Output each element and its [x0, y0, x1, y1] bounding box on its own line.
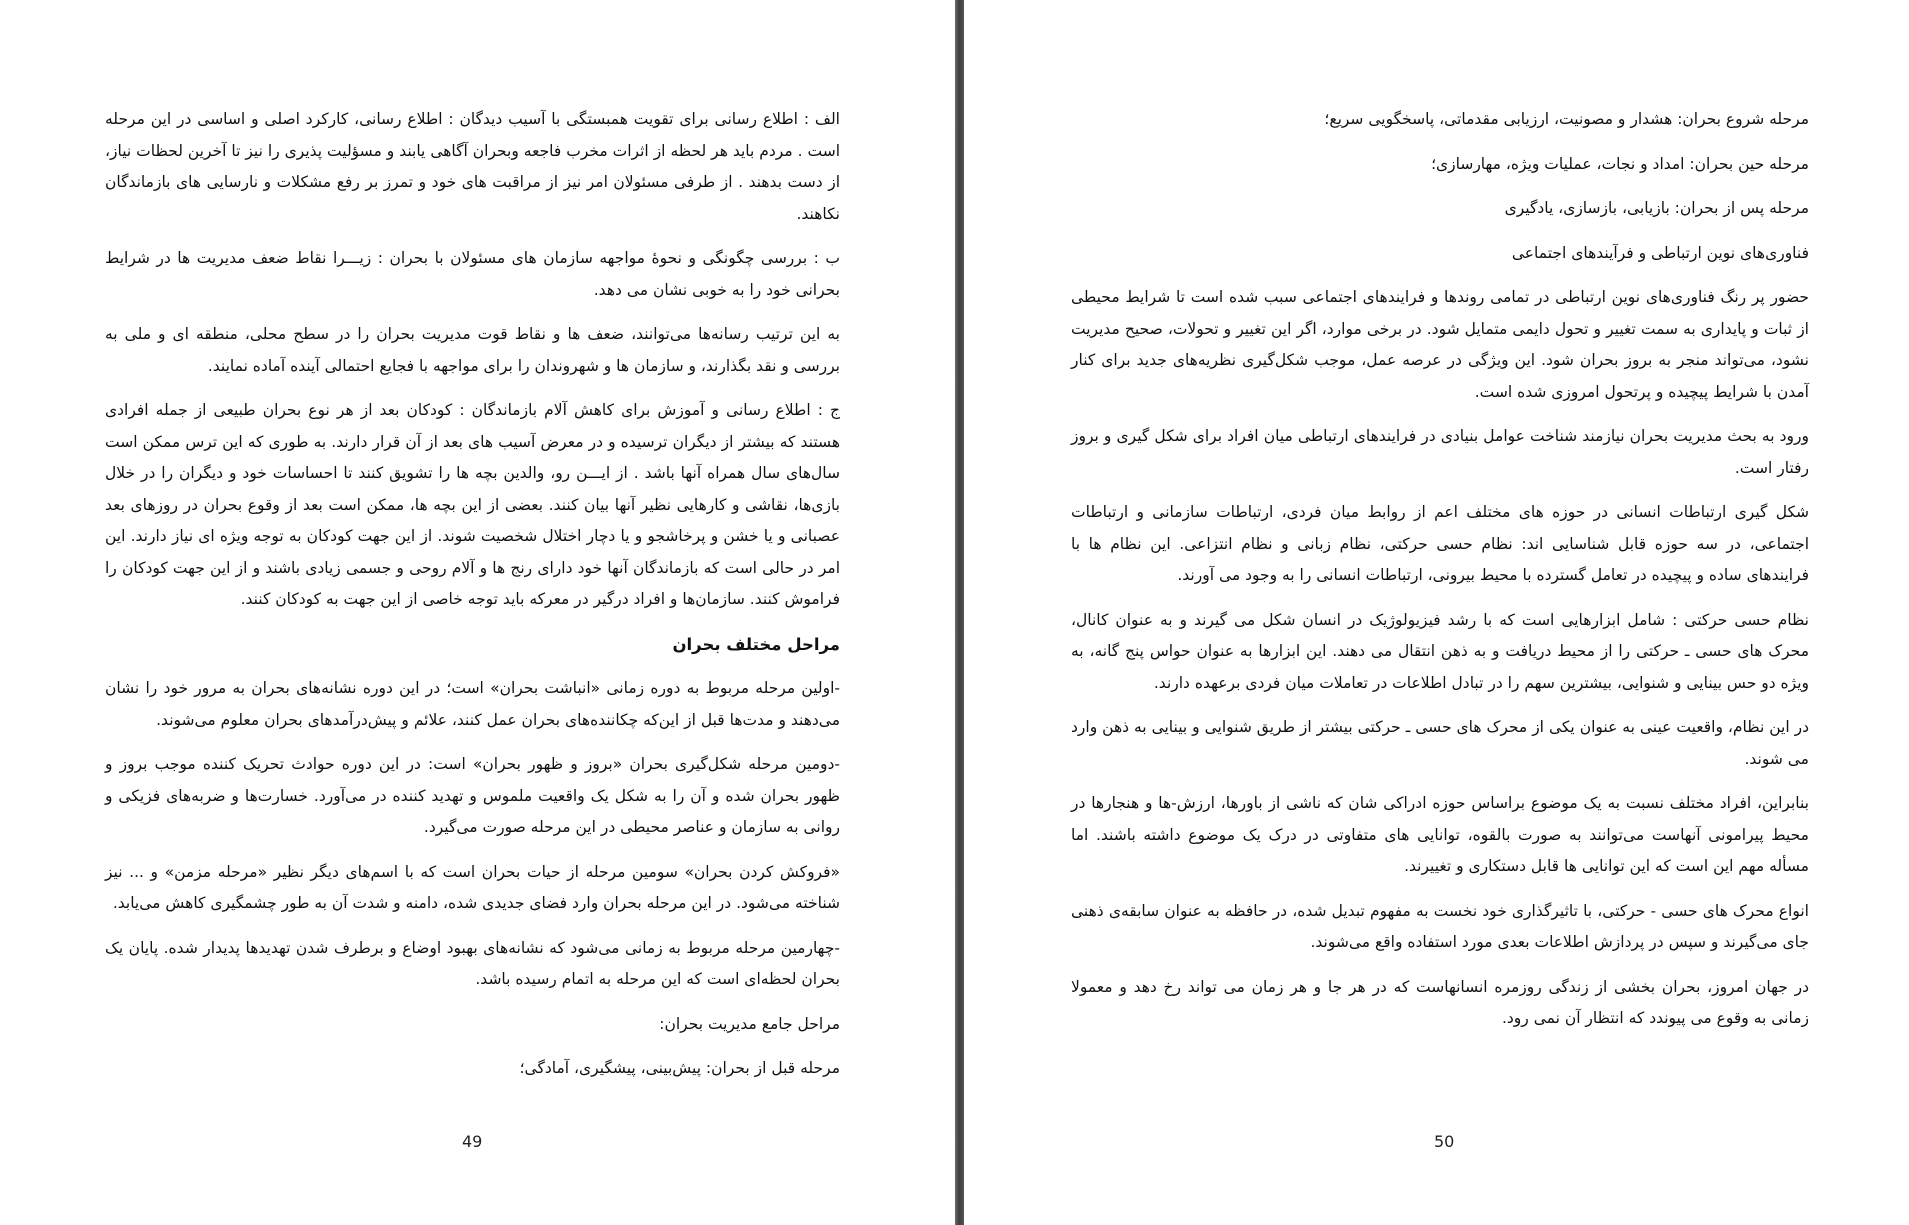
paragraph: «فروکش کردن بحران» سومین مرحله از حیات بحران است که با اسم‌های دیگر نظیر «مرحله مزمن» و ... نیز شناخته می‌شود. در این مرحله بحران وارد فضای جدیدی شده، دامنه و شدت آن به طور چشمگیری کاهش می‌یابد.: [105, 862, 840, 912]
paragraph: ج : اطلاع رسانی و آموزش برای کاهش آلام بازماندگان : کودکان بعد از هر نوع بحران طبیعی از جمله افرادی هستند که بیشتر از دیگران ترسیده و در معرض آسیب های بعد از آن قرار دارند. به طوری که این ترس ممکن است سال‌های سال همراه آنها باشد . از ایـــن رو، والدین بچه ها را تشویق کنند تا احساسات خود و دیگران را در خلال بازی‌ها، نقاشی و کارهایی نظیر آنها بیان کنند. بعضی از این بچه ها، ممکن است بعد از وقوع بحران در روزهای بعد عصبانی و یا خشن و پرخاشجو و یا دچار اختلال شخصیت شوند. از این جهت کودکان به توجه ویژه ای نیاز دارند. این امر در حالی است که بازماندگان آنها خود دارای رنج ها و آلام روحی و جسمی زیادی باشند و از این جهت کودکان را فراموش کنند. سازمان‌ها و افراد درگیر در معرکه باید توجه خاصی از این جهت به کودکان کنند.: [105, 401, 840, 608]
paragraph: به این ترتیب رسانه‌ها می‌توانند، ضعف ها و نقاط قوت مدیریت بحران را در سطح محلی، منطقه ای و ملی به بررسی و نقد بگذارند، و سازمان ها و شهروندان را برای مواجهه با فجایع احتمالی آینده آماده نمایند.: [105, 325, 840, 375]
paragraph: بنابراین، افراد مختلف نسبت به یک موضوع براساس حوزه ادراکی شان که ناشی از باورها، ارزش-ها و هنجارها در محیط پیرامونی آنهاست می‌توانند به صورت بالقوه، توانایی های متفاوتی در درک یک موضوع داشته باشند. اما مسأله مهم این است که این توانایی ها قابل دستکاری و تغییرند.: [1071, 794, 1809, 875]
paragraph: حضور پر رنگ فناوری‌های نوین ارتباطی در تمامی روندها و فرایندهای اجتماعی سبب شده است تا شرایط محیطی از ثبات و پایداری به سمت تغییر و تحول دایمی متمایل شود. در برخی موارد، اگر این تغییر و تحولات، صحیح مدیریت نشود، می‌تواند منجر به بروز بحران شود. این ویژگی در عرصه عمل، موجب شکل‌گیری نظریه‌های جدید برای کنار آمدن با شرایط پیچیده و پرتحول امروزی شده است.: [1071, 288, 1809, 401]
page-right: [964, 0, 1909, 1225]
page-body-left: [105, 104, 840, 1098]
paragraph: مرحله قبل از بحران: پیش‌بینی، پیشگیری، آمادگی؛: [519, 1059, 840, 1077]
paragraph: مرحله حین بحران: امداد و نجات، عملیات ویژه، مهارسازی؛: [1431, 154, 1809, 173]
paragraph: فناوری‌های نوین ارتباطی و فرآیندهای اجتماعی: [1511, 243, 1809, 262]
paragraph: ورود به بحث مدیریت بحران نیازمند شناخت عوامل بنیادی در فرایندهای ارتباطی میان افراد برای شکل گیری و بروز رفتار است.: [1071, 427, 1809, 477]
paragraph: -چهارمین مرحله مربوط به زمانی می‌شود که نشانه‌های بهبود اوضاع و برطرف شدن تهدیدها پدیدار شده. پایان یک بحران لحظه‌ای است که این مرحله به اتمام رسیده باشد.: [105, 938, 840, 988]
paragraph: الف : اطلاع رسانی برای تقویت همبستگی با آسیب دیدگان : اطلاع رسانی، کارکرد اصلی و اساسی در این مرحله است . مردم باید هر لحظه از اثرات مخرب فاجعه وبحران آگاهی یابند و مسؤلیت پذیری را نیز تا آخرین لحظات نیاز، از دست بدهند . از طرفی مسئولان امر نیز از مراقبت های خود و تمرز بر رفع مشکلات و نارسایی های بازماندگان نکاهند.: [105, 110, 840, 223]
paragraph: ب : بررسی چگونگی و نحوهٔ مواجهه سازمان های مسئولان با بحران : زیـــرا نقاط ضعف مدیریت ها در شرایط بحرانی خود را به خوبی نشان می دهد.: [105, 249, 840, 299]
paragraph: مرحله شروع بحران: هشدار و مصونیت، ارزیابی مقدماتی، پاسخگویی سریع؛: [1324, 110, 1809, 128]
page-number-left-label: 49: [462, 1132, 483, 1151]
paragraph: در جهان امروز، بحران بخشی از زندگی روزمره انسانهاست که در هر جا و هر زمان می تواند رخ دهد و معمولا زمانی به وقوع می پیوندد که انتظار آن نمی رود.: [1071, 977, 1809, 1027]
section-heading: مراحل مختلف بحران: [672, 634, 840, 654]
paragraph: -دومین مرحله شکل‌گیری بحران «بروز و ظهور بحران» است: در این دوره حوادث تحریک کننده موجب بروز و ظهور بحران شده و آن را به شکل یک واقعیت ملموس و تهدید کننده در می‌آورد. خسارت‌ها و ضربه‌های فزیکی و روانی به سازمان و عناصر محیطی در این مرحله صورت می‌گیرد.: [105, 755, 840, 836]
paragraph: شکل گیری ارتباطات انسانی در حوزه های مختلف اعم از روابط میان فردی، ارتباطات سازمانی و ارتباطات اجتماعی، در سه حوزه قابل شناسایی اند: نظام حسی حرکتی، نظام زبانی و نظام انتزاعی. این نظام ها با فرایندهای ساده و پیچیده در تعامل گسترده با محیط بیرونی، ارتباطات انسانی را به وجود می آورند.: [1071, 503, 1809, 584]
book-gutter: [955, 0, 964, 1225]
paragraph: مرحله پس از بحران: بازیابی، بازسازی، یادگیری: [1504, 199, 1809, 217]
paragraph: مراحل جامع مدیریت بحران:: [659, 1014, 840, 1033]
page-body-right: [1071, 104, 1809, 1048]
page-number-right-label: 50: [1434, 1132, 1455, 1151]
paragraph: انواع محرک های حسی - حرکتی، با تاثیرگذاری خود نخست به مفهوم تبدیل شده، در حافظه به عنوان سابقه‌ی ذهنی جای می‌گیرند و سپس در پردازش اطلاعات بعدی مورد استفاده واقع می‌شوند.: [1071, 901, 1809, 951]
paragraph: نظام حسی حرکتی : شامل ابزارهایی است که با رشد فیزیولوژیک در انسان شکل می گیرند و به عنوان کانال، محرک های حسی ـ حرکتی را از محیط دریافت و به ذهن انتقال می دهند. این ابزارها به عنوان حواس پنج گانه، به ویژه دو حس بینایی و شنوایی، بیشترین سهم را در تبادل اطلاعات در تعاملات میان فردی برعهده دارند.: [1071, 610, 1809, 692]
paragraph: در این نظام، واقعیت عینی به عنوان یکی از محرک های حسی ـ حرکتی بیشتر از طریق شنوایی و بینایی به ذهن وارد می شوند.: [1071, 718, 1809, 768]
paragraph: -اولین مرحله مربوط به دوره زمانی «انباشت بحران» است؛ در این دوره نشانه‌های بحران به مرور خود را نشان می‌دهند و مدت‌ها قبل از این‌که چکاننده‌های بحران عمل کنند، علائم و پیش‌درآمدهای بحران معلوم می‌شوند.: [105, 679, 840, 729]
